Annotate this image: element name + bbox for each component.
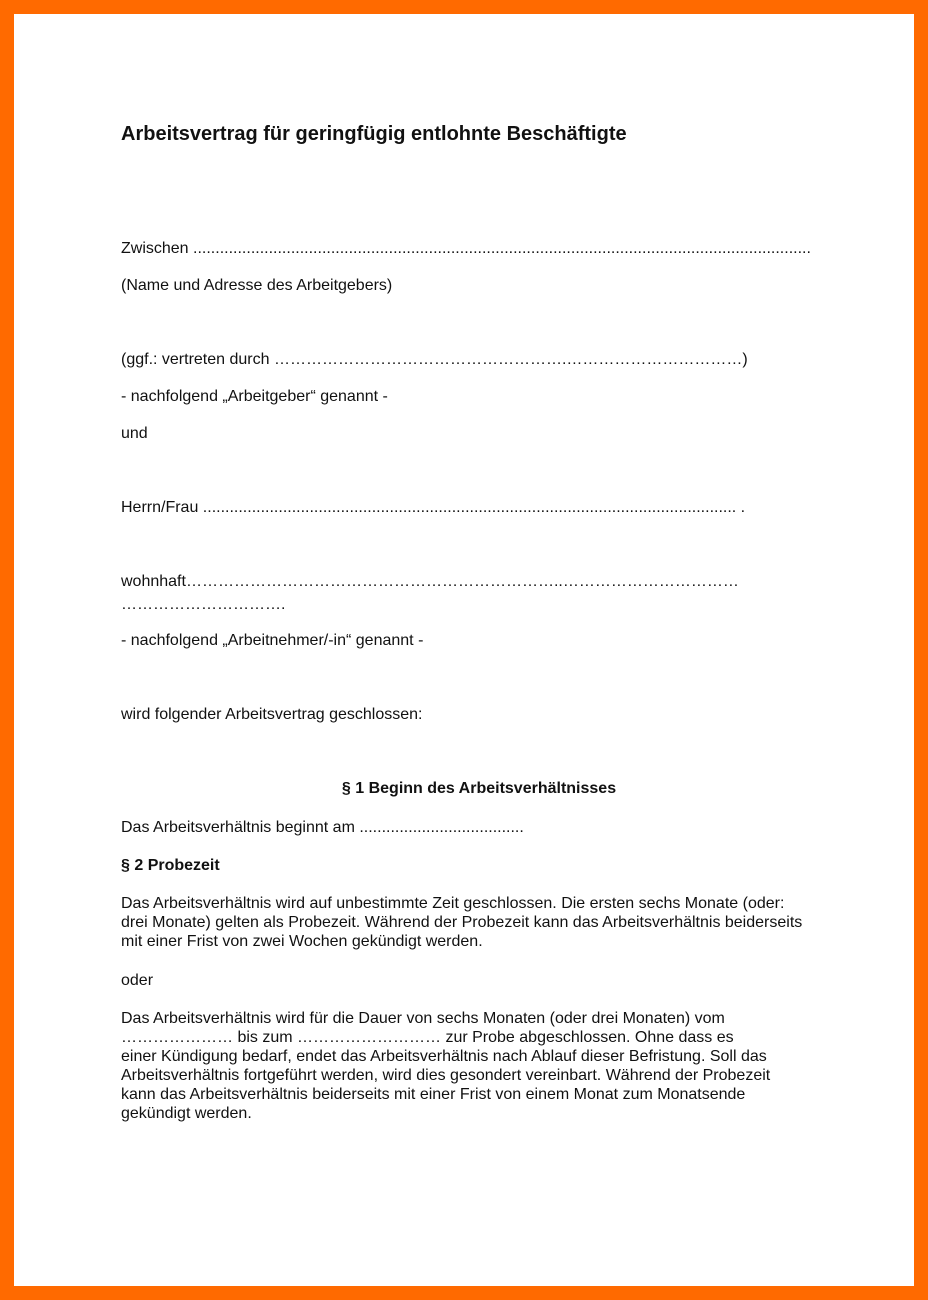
section1-heading: § 1 Beginn des Arbeitsverhältnisses — [341, 780, 617, 797]
section2-paragraph-2-line-1: Das Arbeitsverhältnis wird für die Dauer von sechs Monaten (oder drei Monaten) vom — [121, 1010, 725, 1027]
oder-text: oder — [121, 972, 154, 989]
und-text: und — [121, 425, 148, 442]
wohnhaft-line-2: …………………………. — [121, 596, 286, 613]
vertreten-line: (ggf.: vertreten durch ……………………………………………….……………………………) — [121, 351, 748, 368]
herrn-frau-line: Herrn/Frau ........................................................................................................................ . — [121, 499, 746, 516]
zwischen-line: Zwischen ........................................................................................................................................... — [121, 240, 811, 257]
section2-paragraph-2-line-3: einer Kündigung bedarf, endet das Arbeitsverhältnis nach Ablauf dieser Befristung. Soll das — [121, 1048, 767, 1065]
section2-paragraph-2-line-4: Arbeitsverhältnis fortgeführt werden, wird dies gesondert vereinbart. Während der Probezeit — [121, 1067, 771, 1084]
section2-heading: § 2 Probezeit — [121, 857, 220, 874]
contract-closed: wird folgender Arbeitsvertrag geschlossen: — [121, 706, 423, 723]
section2-paragraph-2-line-2: ………………… bis zum ……………………… zur Probe abgeschlossen. Ohne dass es — [121, 1029, 734, 1046]
section2-paragraph-2-line-5: kann das Arbeitsverhältnis beiderseits mit einer Frist von einem Monat zum Monatsende — [121, 1086, 746, 1103]
section1-text: Das Arbeitsverhältnis beginnt am ..................................... — [121, 819, 524, 836]
employee-named: - nachfolgend „Arbeitnehmer/-in“ genannt - — [121, 632, 424, 649]
document-page — [14, 14, 914, 1286]
employer-named: - nachfolgend „Arbeitgeber“ genannt - — [121, 388, 388, 405]
wohnhaft-line-1: wohnhaft……………………………………………………………..…………………………… — [121, 573, 739, 590]
section2-paragraph-1: Das Arbeitsverhältnis wird auf unbestimmte Zeit geschlossen. Die ersten sechs Monate (oder: drei Monate) gelten als Probezeit. Während der Probezeit kann das Arbeitsverhältnis beiderseits mit einer Frist von zwei Wochen gekündigt werden. — [121, 895, 803, 950]
section2-paragraph-2-line-6: gekündigt werden. — [121, 1105, 252, 1122]
employer-hint: (Name und Adresse des Arbeitgebers) — [121, 277, 393, 294]
document-title: Arbeitsvertrag für geringfügig entlohnte Beschäftigte — [121, 123, 627, 145]
